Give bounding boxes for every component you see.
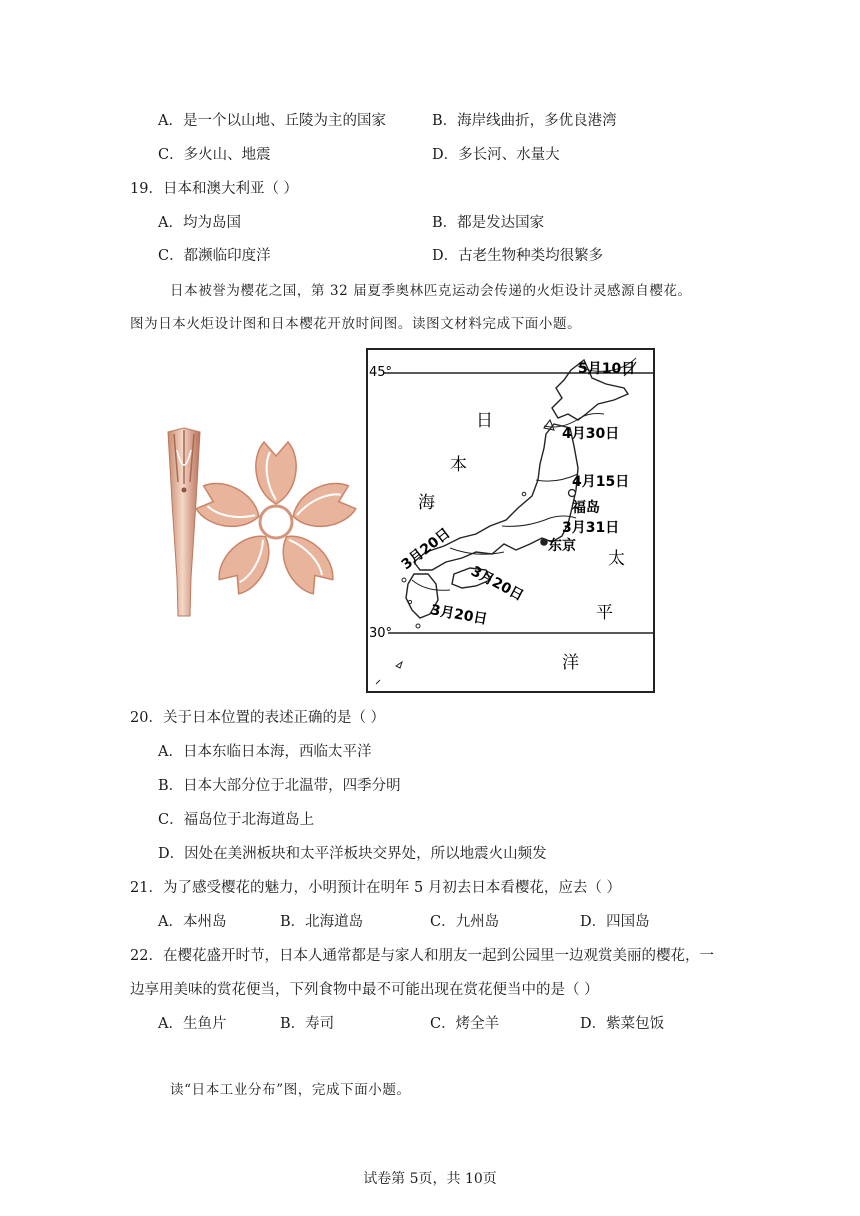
q20-option-d: D．因处在美洲板块和太平洋板块交界处，所以地震火山频发 (158, 846, 547, 862)
q20-option-b: B．日本大部分位于北温带，四季分明 (158, 778, 401, 794)
city-label-tokyo: 东京 (548, 538, 576, 554)
material-intro-line2: 图为日本火炬设计图和日本樱花开放时间图。读图文材料完成下面小题。 (130, 316, 582, 332)
industry-map-intro: 读“日本工业分布”图，完成下面小题。 (170, 1082, 411, 1098)
ocean-char-3: 洋 (562, 653, 579, 673)
q21-option-c: C．九州岛 (430, 914, 500, 930)
material-intro-line1: 日本被誉为樱花之国，第 32 届夏季奥林匹克运动会传递的火炬设计灵感源自樱花。 (170, 283, 692, 299)
q20-stem: 20．关于日本位置的表述正确的是（ ） (130, 710, 386, 726)
date-label-4-15: 4月15日 (572, 474, 630, 490)
sea-char-3: 海 (418, 493, 435, 513)
city-label-fukushima: 福岛 (572, 500, 600, 516)
q20-option-a: A．日本东临日本海，西临太平洋 (158, 744, 372, 760)
sea-char-1: 日 (476, 411, 493, 431)
q22-option-d: D．紫菜包饭 (580, 1016, 665, 1032)
lat-45-label: 45° (369, 365, 393, 380)
q18-option-a: A．是一个以山地、丘陵为主的国家 (158, 113, 386, 129)
tokyo-marker (540, 538, 548, 546)
date-label-4-30: 4月30日 (562, 426, 620, 442)
q21-option-a: A．本州岛 (158, 914, 227, 930)
q22-stem-line1: 22．在樱花盛开时节，日本人通常都是与家人和朋友一起到公园里一边观赏美丽的樱花，一 (130, 948, 714, 964)
q18-option-d: D．多长河、水量大 (432, 147, 560, 163)
q19-option-a: A．均为岛国 (158, 215, 241, 231)
q19-option-c: C．都濒临印度洋 (158, 248, 271, 264)
torch-and-sakura-figure (126, 420, 358, 620)
japan-sakura-map (366, 348, 655, 693)
q21-option-d: D．四国岛 (580, 914, 650, 930)
q22-option-b: B．寿司 (280, 1016, 335, 1032)
date-label-3-20-c: 3月20日 (429, 602, 489, 628)
q22-option-a: A．生鱼片 (158, 1016, 227, 1032)
date-label-3-20-a: 3月20日 (398, 525, 454, 574)
q21-option-b: B．北海道岛 (280, 914, 364, 930)
q18-option-b: B．海岸线曲折，多优良港湾 (432, 113, 617, 129)
fukushima-marker (569, 490, 576, 497)
date-label-3-20-b: 3月20日 (468, 563, 527, 605)
q22-option-c: C．烤全羊 (430, 1016, 500, 1032)
q21-stem: 21．为了感受樱花的魅力，小明预计在明年 5 月初去日本看樱花，应去（ ） (130, 880, 622, 896)
q22-stem-line2: 边享用美味的赏花便当，下列食物中最不可能出现在赏花便当中的是（ ） (130, 982, 599, 998)
sea-char-2: 本 (450, 455, 467, 475)
date-label-3-31: 3月31日 (562, 520, 620, 536)
lat-30-label: 30° (369, 626, 393, 641)
sakura-flower (194, 442, 358, 599)
olympic-torch (168, 428, 200, 616)
ocean-char-2: 平 (596, 603, 613, 623)
ocean-char-1: 太 (608, 549, 625, 569)
q19-option-d: D．古老生物种类均很繁多 (432, 248, 604, 264)
q19-stem: 19．日本和澳大利亚（ ） (130, 181, 299, 197)
q20-option-c: C．福岛位于北海道岛上 (158, 812, 315, 828)
q19-option-b: B．都是发达国家 (432, 215, 545, 231)
q18-option-c: C．多火山、地震 (158, 147, 271, 163)
date-label-5-10: 5月10日 (578, 361, 636, 377)
page-footer: 试卷第 5页，共 10页 (363, 1171, 497, 1187)
